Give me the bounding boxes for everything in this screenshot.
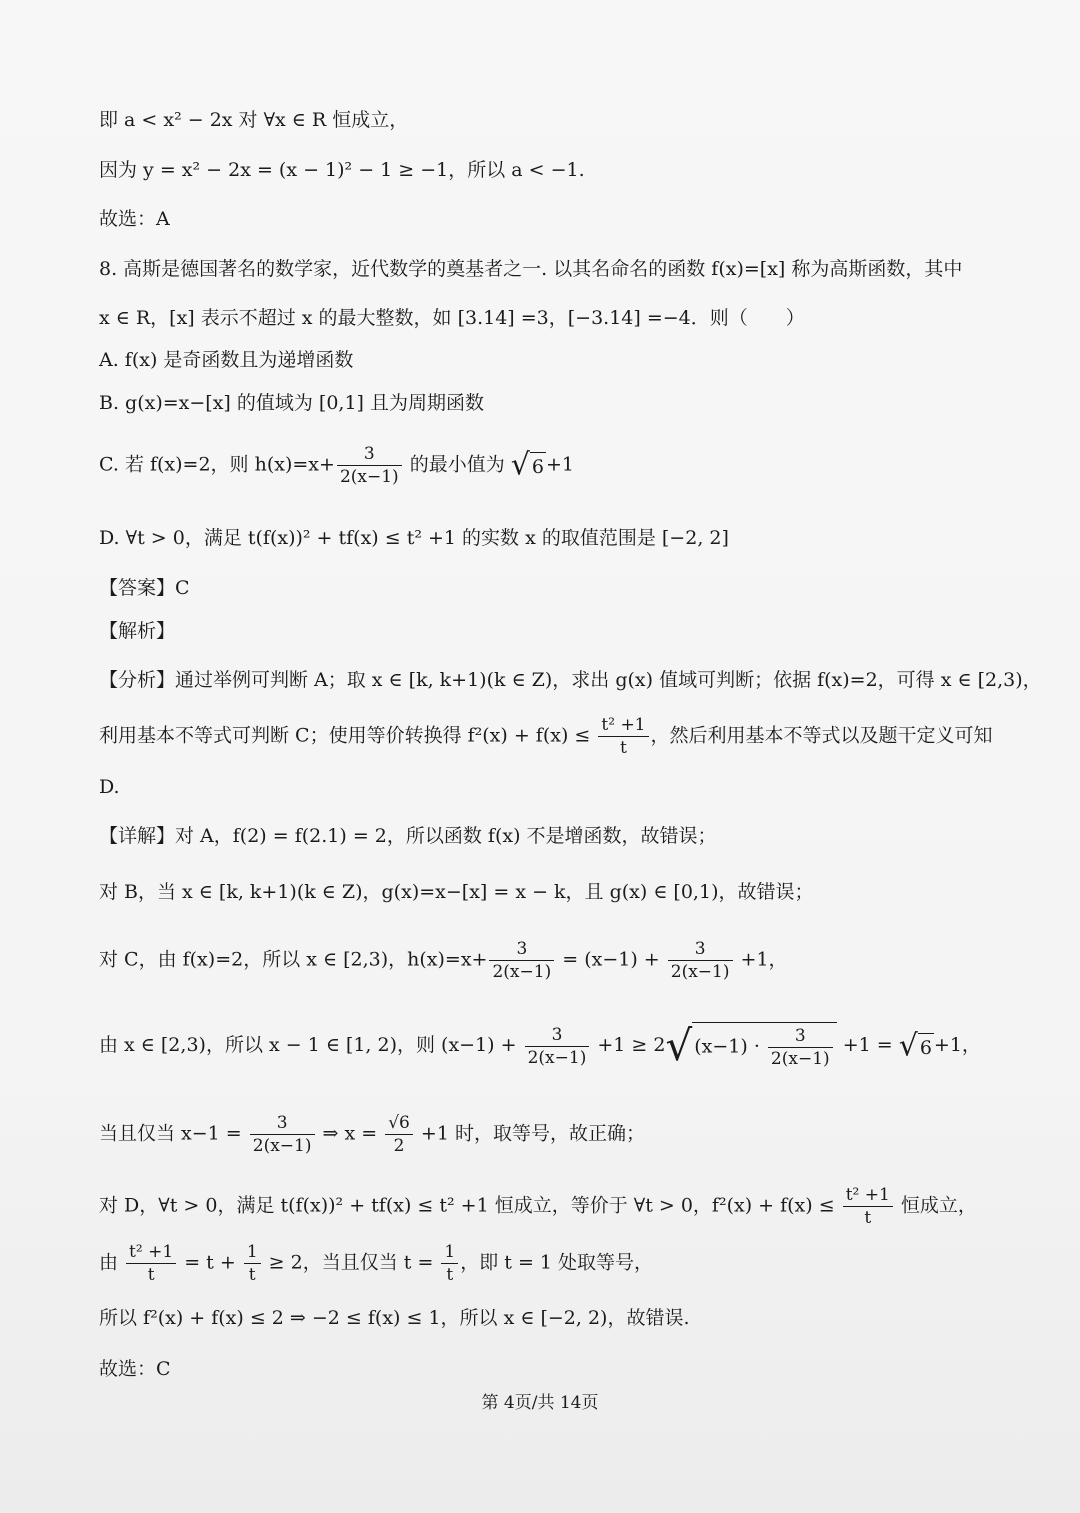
- text-line: 即 a < x² − 2x 对 ∀x ∈ R 恒成立，: [99, 109, 409, 131]
- fraction: [768, 1025, 833, 1070]
- numerator: 3: [489, 938, 554, 961]
- detail-text-part: 由: [99, 1251, 125, 1274]
- fraction: [250, 1112, 315, 1157]
- analysis-text-part: 利用基本不等式可判断 C；使用等价转换得 f²(x) + f(x) ≤: [99, 724, 597, 747]
- page-number-footer: 第 4页/共 14页: [481, 1393, 599, 1413]
- option-c-text: 的最小值为: [403, 453, 511, 476]
- detail-text-part: = (x−1) +: [556, 948, 666, 971]
- detail-text: [99, 938, 990, 983]
- question-8-stem-cont: x ∈ R，[x] 表示不超过 x 的最大整数，如 [3.14] =3，[−3.14] =−4．则（ ）: [99, 307, 805, 329]
- numerator: 3: [250, 1112, 315, 1135]
- denominator: 2(x−1): [252, 1136, 312, 1156]
- denominator: 2(x−1): [527, 1047, 587, 1068]
- detail-text: 所以 f²(x) + f(x) ≤ 2 ⇒ −2 ≤ f(x) ≤ 1，所以 x ∈ [−2, 2)，故错误.: [99, 1307, 690, 1329]
- detail-text-part: ⇒ x =: [316, 1122, 384, 1145]
- text-line: 故选：A: [99, 208, 170, 230]
- text-line: 因为 y = x² − 2x = (x − 1)² − 1 ≥ −1，所以 a < −1.: [99, 159, 585, 181]
- denominator: t: [446, 1265, 454, 1285]
- numerator: 3: [668, 938, 733, 961]
- detail-text-part: +1 ≥ 2: [591, 1034, 666, 1056]
- numerator: 3: [337, 443, 402, 466]
- numerator: 1: [441, 1241, 458, 1264]
- option-b: B. g(x)=x−[x] 的值域为 [0,1] 且为周期函数: [99, 392, 485, 414]
- option-a: A. f(x) 是奇函数且为递增函数: [99, 349, 354, 371]
- analysis-text: 【分析】通过举例可判断 A；取 x ∈ [k, k+1)(k ∈ Z)，求出 g(x) 值域可判断；依据 f(x)=2，可得 x ∈ [2,3)，: [99, 669, 1042, 691]
- detail-text-part: +1 时，取等号，故正确；: [414, 1122, 645, 1145]
- numerator: t² +1: [126, 1241, 176, 1264]
- option-c-text: C. 若 f(x)=2，则 h(x)=x+: [99, 453, 335, 476]
- numerator: t² +1: [843, 1184, 893, 1207]
- detail-text-part: ≥ 2，当且仅当 t =: [262, 1251, 440, 1274]
- analysis-text: D.: [99, 776, 120, 798]
- fraction: [843, 1184, 893, 1229]
- detail-text-part: +1，: [734, 948, 788, 971]
- final-answer: 故选：C: [99, 1358, 171, 1380]
- numerator: √6: [385, 1112, 413, 1135]
- detail-text: [99, 1184, 990, 1229]
- fraction: [385, 1112, 413, 1157]
- detail-text-part: 当且仅当 x−1 =: [99, 1122, 248, 1145]
- square-root: √ 6: [510, 447, 544, 483]
- detail-text-part: 由 x ∈ [2,3)，所以 x − 1 ∈ [1, 2)，则 (x−1) +: [99, 1034, 523, 1056]
- detail-text-part: 对 C，由 f(x)=2，所以 x ∈ [2,3)，h(x)=x+: [99, 948, 488, 971]
- fraction: [441, 1241, 458, 1286]
- fraction: [489, 938, 554, 983]
- denominator: t: [147, 1265, 155, 1285]
- square-root: √ (x−1) · $\frac{3}{2(x-1)}$: [665, 1022, 836, 1070]
- numerator: 3: [768, 1025, 833, 1048]
- analysis-text-part: ，然后利用基本不等式以及题干定义可知: [650, 724, 993, 747]
- detail-text-part: +1，: [933, 1034, 981, 1056]
- fraction: [598, 714, 648, 759]
- denominator: t: [864, 1208, 872, 1228]
- numerator: t² +1: [598, 714, 648, 737]
- fraction: [337, 443, 402, 488]
- detail-text: [99, 1112, 990, 1157]
- option-d: D. ∀t > 0，满足 t(f(x))² + tf(x) ≤ t² +1 的实数 x 的取值范围是 [−2, 2]: [99, 527, 729, 549]
- radicand-part: (x−1) ·: [694, 1035, 766, 1058]
- denominator: t: [620, 738, 627, 758]
- denominator: 2(x−1): [492, 962, 552, 982]
- square-root: √ 6: [898, 1028, 932, 1063]
- option-c: [99, 443, 990, 488]
- answer-label: 【答案】C: [99, 577, 190, 599]
- analysis-label: 【解析】: [99, 620, 176, 642]
- denominator: t: [248, 1265, 256, 1285]
- numerator: 1: [244, 1241, 261, 1264]
- detail-text-part: 对 D，∀t > 0，满足 t(f(x))² + tf(x) ≤ t² +1 恒成立，等价于 ∀t > 0，f²(x) + f(x) ≤: [99, 1194, 841, 1217]
- detail-text: 对 B，当 x ∈ [k, k+1)(k ∈ Z)，g(x)=x−[x] = x − k，且 g(x) ∈ [0,1)，故错误；: [99, 881, 814, 903]
- detail-text-part: ，即 t = 1 处取等号，: [460, 1251, 654, 1274]
- denominator: 2(x−1): [670, 962, 730, 982]
- denominator: 2: [393, 1136, 405, 1156]
- radicand: 6: [530, 452, 546, 479]
- radicand: [692, 1022, 836, 1070]
- fraction: [668, 938, 733, 983]
- numerator: 3: [525, 1024, 590, 1047]
- denominator: 2(x−1): [339, 467, 399, 487]
- analysis-text: [99, 714, 993, 759]
- fraction: [126, 1241, 176, 1286]
- denominator: 2(x−1): [770, 1049, 830, 1069]
- detail-text-part: 恒成立，: [894, 1194, 977, 1217]
- question-8-stem: 8. 高斯是德国著名的数学家，近代数学的奠基者之一. 以其名命名的函数 f(x)=[x] 称为高斯函数，其中: [99, 258, 963, 280]
- radicand: 6: [918, 1033, 934, 1060]
- fraction: [244, 1241, 261, 1286]
- detail-text: [99, 1022, 990, 1070]
- detail-text: 【详解】对 A，f(2) = f(2.1) = 2，所以函数 f(x) 不是增函数，故错误；: [99, 825, 717, 847]
- detail-text-part: +1 =: [836, 1034, 899, 1056]
- detail-text-part: = t +: [178, 1251, 242, 1274]
- fraction: [525, 1024, 590, 1069]
- detail-text: [99, 1241, 990, 1286]
- option-c-text: +1: [545, 453, 574, 476]
